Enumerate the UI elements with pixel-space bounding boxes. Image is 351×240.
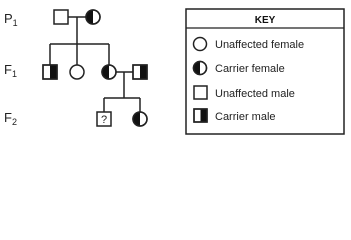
p1-carrier-female [86, 10, 100, 24]
generation-label-f1 [4, 62, 17, 79]
key-label-unaffected-male: Unaffected male [215, 88, 295, 100]
f1-married-carrier-male [133, 65, 147, 79]
f2-subscript: 2 [11, 117, 17, 127]
unknown-question-mark: ? [100, 114, 108, 126]
generation-label-p1 [4, 11, 18, 28]
key-label-carrier-female: Carrier female [215, 63, 285, 75]
generation-label-f2 [4, 110, 17, 127]
key-label-carrier-male: Carrier male [215, 111, 276, 123]
f1-subscript: 1 [11, 69, 17, 79]
f2-carrier-female [133, 112, 147, 126]
key-title: KEY [254, 15, 276, 26]
p1-letter: P [4, 11, 13, 26]
p1-unaffected-male [54, 10, 68, 24]
key-square-half-icon [194, 109, 207, 122]
key-label-unaffected-female: Unaffected female [215, 39, 305, 51]
f1-unaffected-female [70, 65, 84, 79]
f2-letter: F [4, 110, 12, 125]
key-circle-empty-icon [194, 38, 207, 51]
f1-carrier-female [102, 65, 116, 79]
key-circle-half-icon [194, 62, 207, 75]
p1-subscript: 1 [12, 18, 18, 28]
f2-unknown-male [97, 112, 111, 126]
key-box [186, 9, 344, 134]
f1-letter: F [4, 62, 12, 77]
f1-carrier-male [43, 65, 57, 79]
key-square-empty-icon [194, 86, 207, 99]
